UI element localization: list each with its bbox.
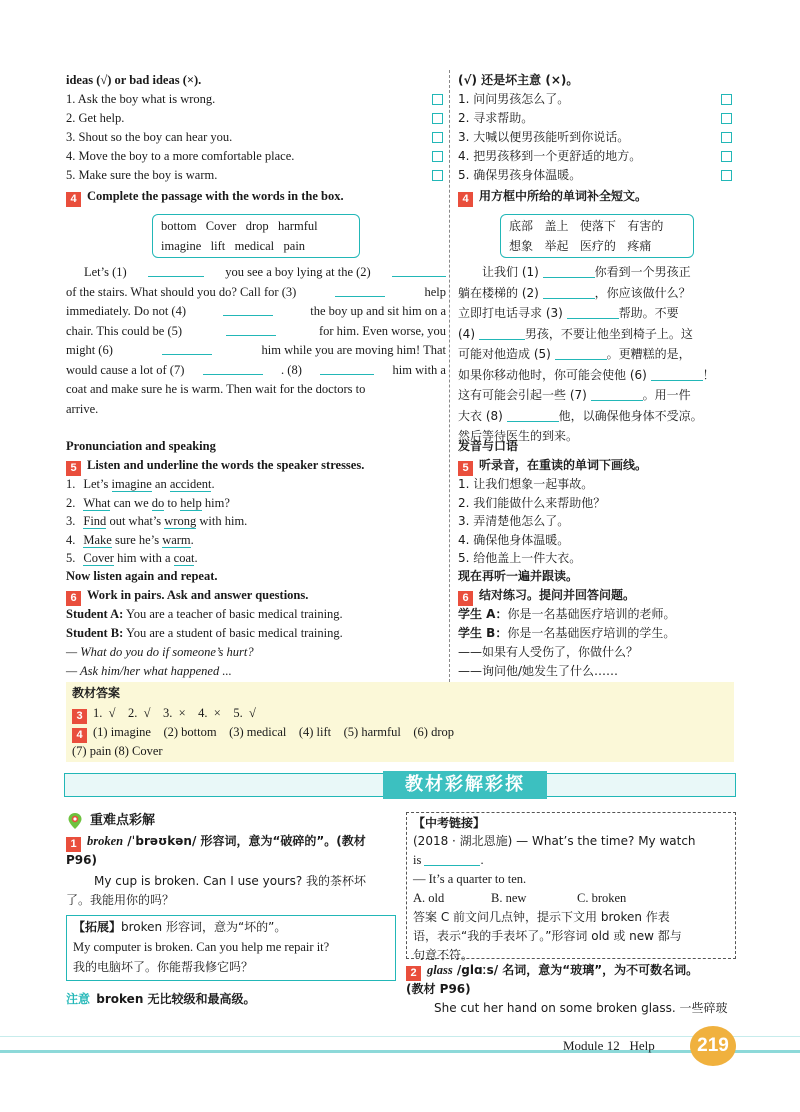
checkbox[interactable] [721,113,732,124]
q5-heading-cn [458,456,647,476]
passage-text: coat and make sure he is warm. Then wait for the doctors to [66,382,366,396]
attention-text: broken 无比较级和最高级。 [96,992,256,1006]
fill-blank [591,387,643,401]
stressed-word: imagine [111,477,152,491]
q4-title-cn: 用方框中所给的单词补全短文。 [479,189,648,203]
student-a-text: 你是一名基础医疗培训的老师。 [507,607,676,621]
q5-item-number: 1. [66,477,76,491]
q3-item: 3. 大喊以便男孩能听到你说话。 [458,130,630,144]
stressed-word: Make [83,532,112,547]
attention-label: 注意 [66,992,91,1006]
location-pin-icon [67,812,83,830]
q6-number-badge: 6 [66,591,81,606]
notes-section-title: 重难点彩解 [90,813,156,828]
answer-box [66,682,734,762]
passage-text: 这有可能会引起一些 (7) [458,388,587,402]
exam-option: A. old [413,891,445,905]
q5-item-number: 2. [66,495,76,510]
word-box-row: 底部 盖上 使落下 有害的 [509,219,664,233]
answer-row-text: (1) imagine (2) bottom (3) medical (4) lift (5) harmful (6) drop [93,725,455,739]
exam-title: 【中考链接】 [413,816,486,830]
answer-row [72,723,454,743]
q5-item [66,531,194,550]
passage-text: chair. This could be (5) [66,323,183,338]
q3-item: 4. Move the boy to a more comfortable place. [66,149,295,163]
dialog-line-cn: ——询问他/她发生了什么…… [458,664,619,678]
column-divider [449,70,450,682]
answer-row-text: 1. √ 2. √ 3. × 4. × 5. √ [93,706,256,720]
exam-option: B. new [491,891,527,905]
student-b-text: You are a student of basic medical training. [123,626,343,640]
checkbox[interactable] [432,94,443,105]
exam-blank [424,852,480,866]
checkbox[interactable] [432,113,443,124]
student-b-label: Student B: [66,626,124,640]
stressed-word: wrong [164,514,197,528]
exam-answer: 语，表示“我的手表坏了。”形容词 old 或 new 都与 [413,929,682,943]
fill-blank [651,367,703,381]
extension-heading [73,918,286,937]
q3-item: 2. Get help. [66,111,125,125]
passage-line-cn [458,284,691,303]
checkbox[interactable] [721,151,732,162]
dialog-line-cn: ——如果有人受伤了，你做什么？ [458,645,639,659]
exam-question [413,851,484,870]
footer-module: Module 12 [563,1038,620,1053]
section-banner [64,773,736,797]
note-word: glass [427,963,453,977]
word-box-row: imagine lift medical pain [161,239,306,253]
fill-blank [567,305,619,319]
q5-item-cn: 4. 确保他身体温暖。 [458,532,570,547]
q5-text: an [151,477,170,491]
stressed-word: warm [162,532,191,547]
q5-text: can we [110,495,152,510]
q5-text: . [211,477,215,491]
passage-text: 大衣 (8) [458,408,503,423]
passage-text: ！ [702,367,715,382]
student-a-label: 学生 A： [458,607,508,621]
passage-line [66,400,446,419]
footer-label [563,1036,655,1055]
passage-line [66,283,446,302]
word-box [152,214,360,258]
note-definition: /ˈbrəʊkən/ 形容词，意为“破碎的”。(教材 [123,834,366,848]
q5-repeat: Now listen again and repeat. [66,569,218,583]
fill-blank [543,264,595,278]
exam-answer: 答案 C 前文问几点钟，提示下文用 broken 作表 [413,910,670,924]
passage-text: you see a boy lying at the (2) [225,265,371,279]
q5-text: Let’s [83,477,112,491]
stressed-word: What [83,495,111,510]
passage-text: help [424,284,446,299]
word-box-row: 想象 举起 医疗的 疼痛 [509,239,652,253]
passage-text: might (6) [66,343,113,357]
q5-item [66,475,215,494]
passage-line [84,263,446,282]
stressed-word: help [180,495,202,510]
checkbox[interactable] [721,170,732,181]
fill-blank [479,326,525,340]
student-b-text: 你是一名基础医疗培训的学生。 [507,626,676,640]
checkbox[interactable] [432,132,443,143]
passage-text: 躺在楼梯的 (2) [458,285,539,300]
passage-line [66,361,446,380]
student-a-label: Student A: [66,607,124,621]
passage-line-cn [458,407,703,426]
exam-text: . [480,853,484,867]
stressed-word: Cover [83,551,114,565]
page-number: 219 [690,1026,736,1066]
passage-text: 立即打电话寻求 (3) [458,306,563,320]
q4-number-badge: 4 [458,192,473,207]
q5-item [66,549,198,568]
passage-text: 他，以确保他身体不受凉。 [558,408,703,423]
q5-text: . [194,551,198,565]
student-b-label: 学生 B： [458,626,508,640]
q5-item-cn: 2. 我们能做什么来帮助他？ [458,495,606,510]
note-ref: P96) [66,853,97,867]
q3-header-cn: (√) 还是坏主意 (×)。 [458,73,579,87]
word-box-cn [500,214,694,258]
note-definition: /glɑːs/ 名词，意为“玻璃”，为不可数名词。 [452,963,699,977]
fill-blank [223,302,273,316]
fill-blank [162,341,212,355]
student-a [66,605,343,624]
q4-heading-cn [458,187,647,207]
q5-item-number: 3. [66,514,76,528]
q5-title: Listen and underline the words the speaker stresses. [87,458,365,472]
passage-line [66,322,446,341]
extension-box [66,915,396,981]
q6-number-badge: 6 [458,591,473,606]
fill-blank [203,361,263,375]
footer-rule [0,1050,800,1053]
passage-line [66,302,446,321]
answer-title: 教材答案 [72,686,121,700]
passage-line-cn [458,366,715,385]
q5-text: with him. [196,514,248,528]
q5-item-number: 4. [66,532,76,547]
student-b-cn [458,624,675,643]
fill-blank [507,408,559,422]
note-example: She cut her hand on some broken glass. 一些碎玻 [434,1001,728,1015]
passage-text: . (8) [281,362,302,377]
extension-label: 【拓展】 [73,920,122,934]
q5-text: to [164,495,181,510]
extension-example: 我的电脑坏了。你能帮我修它吗？ [73,960,254,974]
q5-item [66,494,230,513]
answer-number-badge: 4 [72,728,87,743]
student-a-text: You are a teacher of basic medical training. [123,607,343,621]
pronunciation-title: Pronunciation and speaking [66,439,216,453]
note-example: My cup is broken. Can I use yours? 我的茶杯坏 [94,874,367,888]
passage-line [66,380,446,399]
fill-blank [335,283,385,297]
footer-rule [0,1036,800,1037]
q6-heading [66,586,308,606]
exam-text: is [413,853,422,867]
passage-text: of the stairs. What should you do? Call for (3) [66,284,297,299]
stressed-word: Find [83,514,107,528]
passage-text: 让我们 (1) [458,265,539,279]
answer-row-text: (7) pain (8) Cover [72,744,163,758]
passage-text: 然后等待医生的到来。 [458,429,579,443]
q5-item-cn: 3. 弄清楚他怎么了。 [458,514,570,528]
note-ref: (教材 P96) [406,982,471,996]
passage-text: 可能对他造成 (5) [458,347,551,361]
q6-title: Work in pairs. Ask and answer questions. [87,588,309,602]
exam-question: — It’s a quarter to ten. [413,872,527,886]
q5-text: . [190,532,194,547]
passage-text: immediately. Do not (4) [66,304,186,318]
q3-item: 1. 问问男孩怎么了。 [458,92,570,106]
extension-text: broken 形容词，意为“坏的”。 [121,920,287,934]
passage-line-cn [458,304,679,323]
q6-heading-cn [458,586,635,606]
q4-heading [66,187,344,207]
student-a-cn [458,605,675,624]
note-example: 了。我能用你的吗？ [66,893,175,907]
passage-text: the boy up and sit him on a [310,304,446,318]
stressed-word: coat [173,551,195,565]
dialog-line: — What do you do if someone’s hurt? [66,645,254,659]
exam-answer: 句意不符。 [413,948,474,962]
answer-number-badge: 3 [72,709,87,724]
passage-line-cn [458,325,693,344]
checkbox[interactable] [721,132,732,143]
q5-repeat-cn: 现在再听一遍并跟读。 [458,569,579,583]
q5-text: sure he’s [111,532,163,547]
fill-blank [555,346,607,360]
passage-text: him with a [392,362,446,377]
q3-item: 5. Make sure the boy is warm. [66,168,218,182]
answer-row [72,704,256,724]
q5-text: him with a [113,551,174,565]
extension-example: My computer is broken. Can you help me repair it? [73,940,330,954]
pronunciation-title-cn: 发音与口语 [458,439,519,453]
passage-line-cn [458,263,691,282]
q3-item: 2. 寻求帮助。 [458,111,534,125]
fill-blank [148,263,204,277]
passage-text: Let’s (1) [84,265,127,279]
q4-number-badge: 4 [66,192,81,207]
passage-text: ，你应该做什么？ [594,285,691,300]
q5-text: him? [201,495,230,510]
exam-question: (2018 · 湖北恩施) — What’s the time? My watch [413,834,696,848]
fill-blank [226,322,276,336]
passage-line-cn [458,386,691,405]
stressed-word: accident [169,477,212,491]
passage-text: him while you are moving him! That [261,343,446,357]
exam-option: C. broken [577,891,627,905]
q5-number-badge: 5 [458,461,473,476]
passage-text: 。用一件 [642,388,691,402]
q5-item-cn: 1. 让我们想象一起事故。 [458,477,594,491]
fill-blank [543,285,595,299]
q3-item: 1. Ask the boy what is wrong. [66,92,216,106]
q5-title-cn: 听录音，在重读的单词下画线。 [479,458,648,472]
exam-options [413,889,626,908]
q3-item: 4. 把男孩移到一个更舒适的地方。 [458,149,642,163]
passage-text: 。更糟糕的是， [606,347,691,361]
passage-text: 男孩，不要让他坐到椅子上。这 [524,326,693,341]
stressed-word: do [151,495,165,510]
passage-text: would cause a lot of (7) [66,362,185,377]
q5-item-number: 5. [66,551,76,565]
word-box-row: bottom Cover drop harmful [161,219,318,233]
q3-header: ideas (√) or bad ideas (×). [66,73,202,87]
q4-title: Complete the passage with the words in the box. [87,189,344,203]
q3-item: 5. 确保男孩身体温暖。 [458,168,582,182]
fill-blank [320,361,374,375]
note-word: broken [87,834,124,848]
dialog-line: — Ask him/her what happened ... [66,664,232,678]
passage-text: (4) [458,326,475,341]
fill-blank [392,263,446,277]
q5-text: out what’s [106,514,165,528]
passage-text: arrive. [66,401,99,416]
note-number-badge: 2 [406,966,421,981]
note-item-1 [66,832,366,852]
checkbox[interactable] [432,170,443,181]
checkbox[interactable] [721,94,732,105]
q3-item: 3. Shout so the boy can hear you. [66,130,233,144]
q5-item-cn: 5. 给他盖上一件大衣。 [458,551,582,565]
q6-title-cn: 结对练习。提问并回答问题。 [479,588,636,602]
passage-line-cn [458,345,691,364]
passage-text: 如果你移动他时，你可能会使他 (6) [458,367,647,382]
note-item-2 [406,961,698,981]
q5-item [66,512,247,531]
q5-heading [66,456,364,476]
note-number-badge: 1 [66,837,81,852]
note-attention [66,990,256,1009]
passage-line [66,341,446,360]
exam-link-box [406,812,736,962]
passage-text: 你看到一个男孩正 [594,265,691,279]
checkbox[interactable] [432,151,443,162]
passage-text: for him. Even worse, you [318,323,446,338]
passage-text: 帮助。不要 [618,306,679,320]
q5-number-badge: 5 [66,461,81,476]
footer-topic: Help [629,1038,655,1053]
student-b [66,624,343,643]
banner-title: 教材彩解彩探 [383,771,547,799]
